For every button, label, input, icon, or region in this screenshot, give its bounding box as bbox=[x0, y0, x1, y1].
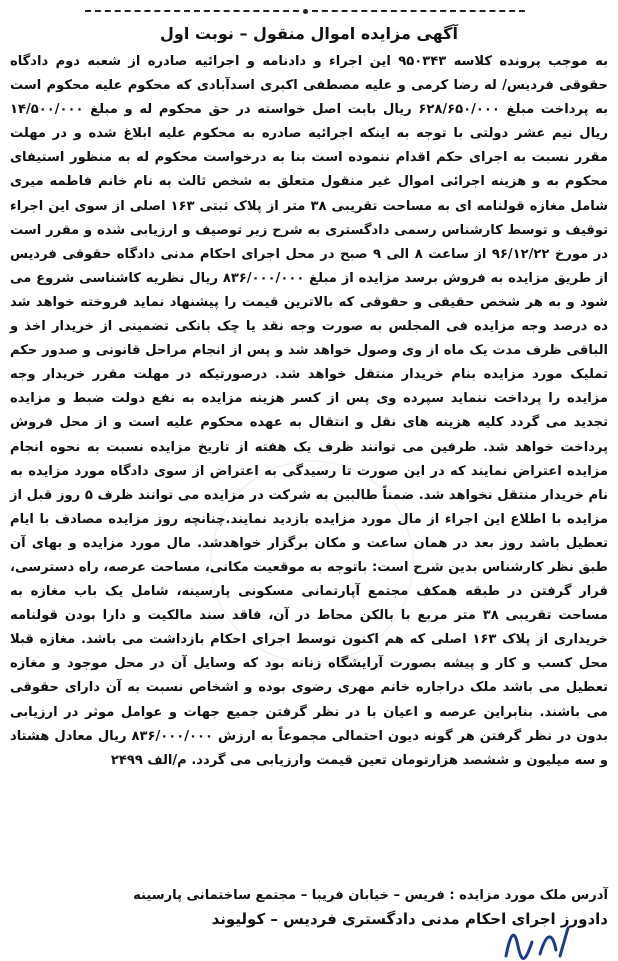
enforcement-officer-signature-line: دادورز اجرای احکام مدنی دادگستری فردیس – کولیوند bbox=[211, 910, 608, 928]
notice-paragraph: به موجب پرونده کلاسه ۹۵۰۳۴۳ این اجراء و دادنامه و اجرائیه صادره از شعبه دوم دادگاه حقوقی فردیس/ له رضا کرمی و علیه مصطفی اکبری اسدآبادی که محکوم علیه محکوم است به پرداخت مبلغ ۶۲۸/۶۵۰/۰۰۰ ریال بابت اصل خواسته در حق محکوم له و مبلغ ۱۴/۵۰۰/۰۰۰ ریال نیم عشر دولتی با توجه به اینکه اجرائیه صادره به محکوم علیه ابلاغ شده و در مهلت مقرر نسبت به اجرای حکم اقدام ننموده است بنا به درخواست محکوم له به منظور استیفای محکوم به و هزینه اجرائی اموال غیر منقول متعلق به شخص ثالث به نام خانم فاطمه میری شامل مغازه قولنامه ای به مساحت تقریبی ۳۸ متر از پلاک ثبتی ۱۶۳ اصلی از سوی این اجراء توقیف و توسط کارشناس رسمی دادگستری به شرح زیر توصیف و ارزیابی شده و مقرر است در مورخ ۹۶/۱۲/۲۲ از ساعت ۸ الی ۹ صبح در محل اجرای احکام مدنی دادگاه حقوقی فردیس از طریق مزایده به فروش برسد مزایده از مبلغ ۸۳۶/۰۰۰/۰۰۰ ریال نظریه کاشناسی شروع می شود و به هر شخص حقیقی و حقوقی که بالاترین قیمت را پیشنهاد نماید فروخته خواهد شد ده درصد وجه مزایده فی المجلس به صورت وجه نقد یا چک بانکی تضمینی از خریدار اخذ و الباقی ظرف مدت یک ماه از وی وصول خواهد شد و پس از انجام مراحل قانونی و صدور حکم تملیک مورد مزایده بنام خریدار منتقل خواهد شد. درصورتیکه در مهلت مقرر خریدار وجه مزایده را پرداخت ننماید سپرده وی پس از کسر هزینه مزایده به نفع دولت ضبط و مزایده تجدید می گردد کلیه هزینه های نقل و انتقال به عهده محکوم علیه است و از محل فروش پرداخت خواهد شد. طرفین می توانند ظرف یک هفته از تاریخ مزایده نسبت به نحوه انجام مزایده اعتراض نمایند که در این صورت تا رسیدگی به اعتراض از سوی دادگاه مورد مزایده به نام خریدار منتقل نخواهد شد. ضمناً طالبین به شرکت در مزایده می توانند ظرف ۵ روز قبل از مزایده با اطلاع این اجراء از مال مورد مزایده بازدید نمایند.چنانچه روز مزایده مصادف با ایام تعطیل باشد روز بعد در همان ساعت و مکان برگزار خواهدشد. مال مورد مزایده و بهای آن طبق نظر کارشناس بدین شرح است: باتوجه به موقعیت مکانی، مساحت عرصه، راه دسترسی، قرار گرفتن در طبقه همکف مجتمع آپارتمانی مسکونی پارسینه، شامل یک باب مغازه به مساحت تقریبی ۳۸ متر مربع با بالکن محاط در آن، فاقد سند مالکیت و دارا بودن قولنامه خریداری از پلاک ۱۶۳ اصلی که هم اکنون توسط اجرای احکام بازداشت می باشد. مغازه قبلا محل کسب و کار و پیشه بصورت آرایشگاه زنانه بود که وسایل آن در محل موجود و مغازه تعطیل می باشد ملک دراجاره خانم مهری رضوی بوده و اشخاص نسبت به آن دارای حقوقی می باشند. بنابراین عرصه و اعیان با در نظر گرفتن جمیع جهات و عوامل موثر در ارزیابی بدون در نظر گرفتن هر گونه دیون احتمالی مجموعاً به ارزش ۸۳۶/۰۰۰/۰۰۰ ریال معادل هشتاد و سه میلیون و ششصد هزارتومان تعین قیمت وارزیابی می گردد. م/الف ۲۴۹۹ bbox=[10, 54, 609, 768]
auction-notice-title: آگهی مزایده اموال منقول – نوبت اول bbox=[160, 24, 458, 43]
property-address: آدرس ملک مورد مزایده : فریس – خیابان فریبا – مجتمع ساختمانی پارسینه bbox=[133, 888, 608, 903]
auction-notice-body bbox=[10, 50, 608, 773]
top-separator bbox=[85, 6, 525, 16]
handwritten-signature-mark bbox=[496, 916, 576, 961]
